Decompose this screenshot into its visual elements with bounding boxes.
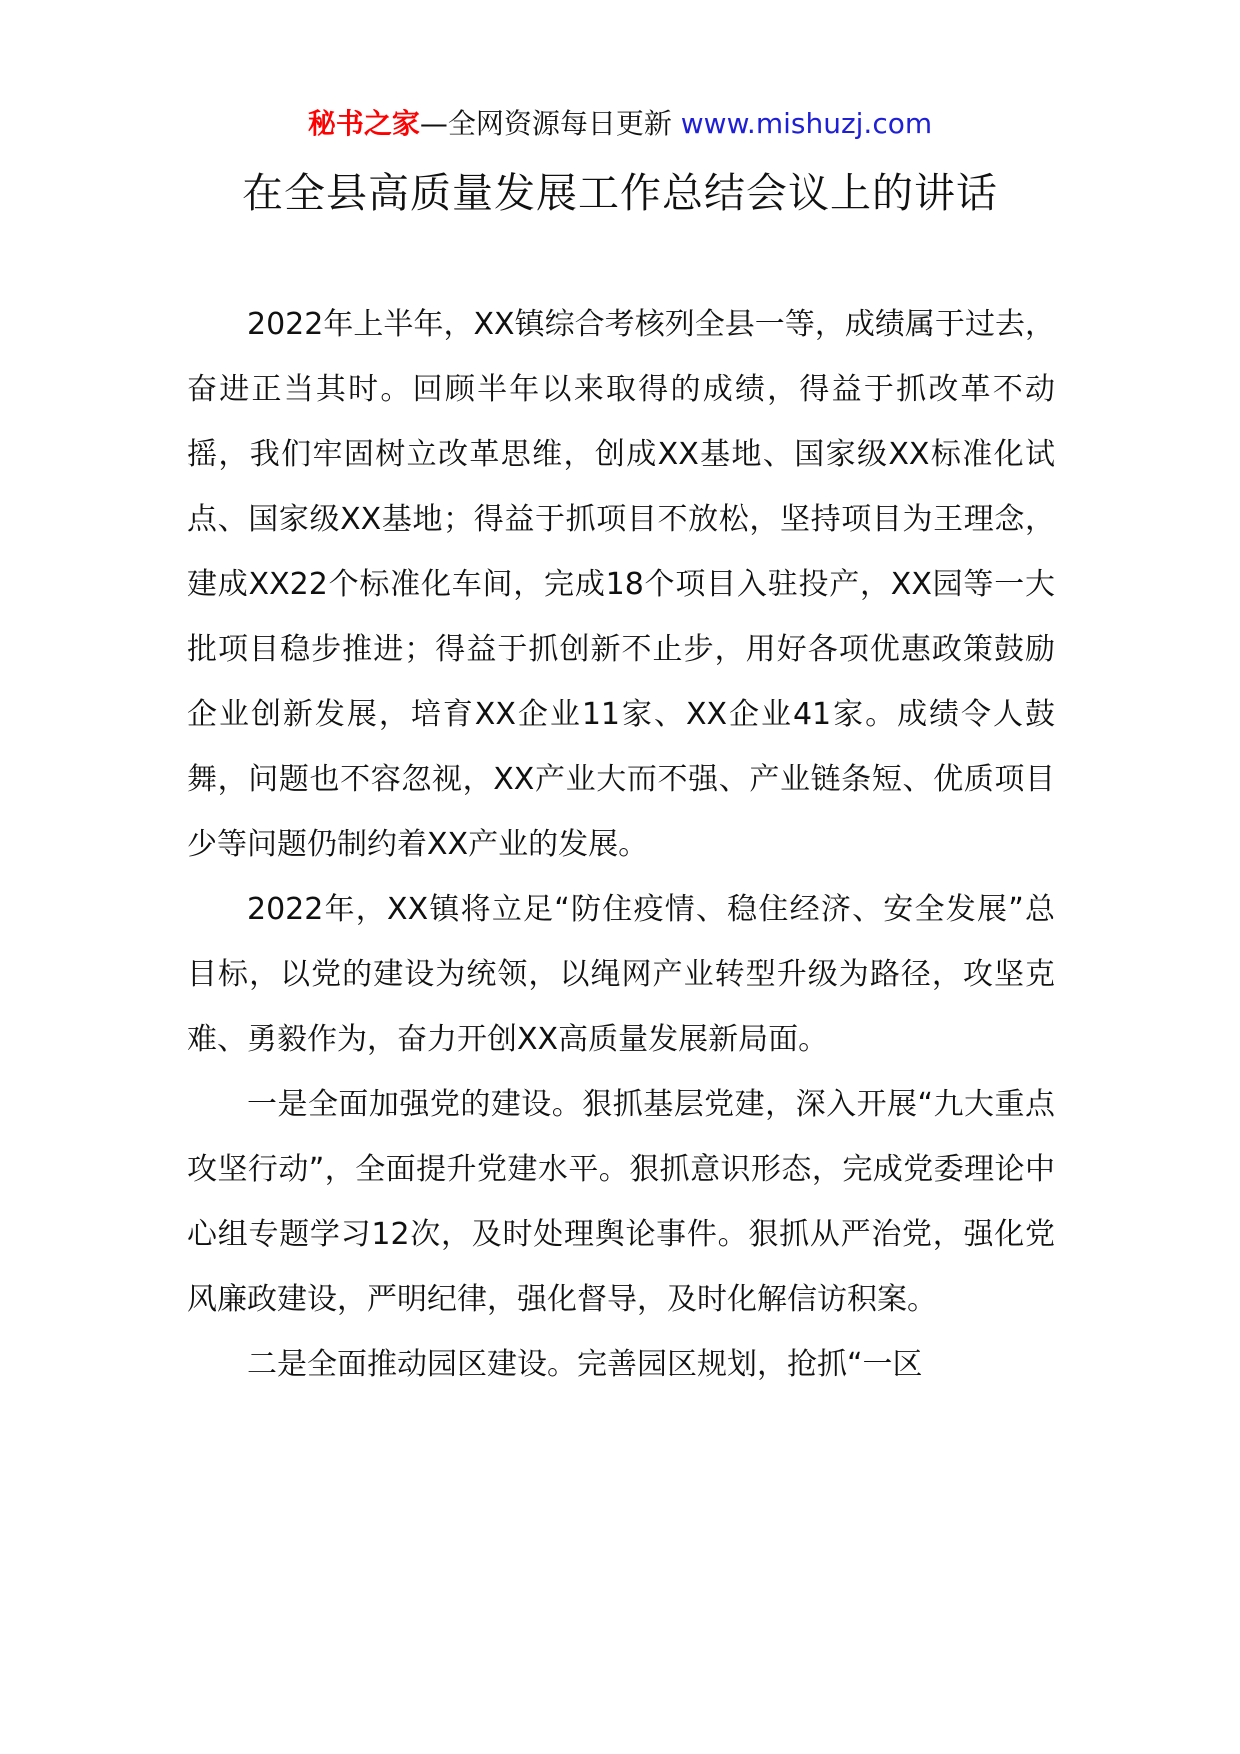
site-brand: 秘书之家 [307,107,420,140]
body-paragraph: 二是全面推动园区建设。完善园区规划，抢抓“一区 [247,1347,923,1382]
site-url[interactable]: www.mishuzj.com [680,107,933,140]
site-tagline: —全网资源每日更新 [419,107,681,140]
body-paragraph: 2022年，XX镇将立足“防住疫情、稳住经济、安全发展”总目标，以党的建设为统领，以绳网产业转型升级为路径，攻坚克难、勇毅作为，奋力开创XX高质量发展新局面。 [187,892,1055,1057]
site-header [0,104,1240,144]
document-title: 在全县高质量发展工作总结会议上的讲话 [242,169,998,217]
body-paragraph: 2022年上半年，XX镇综合考核列全县一等，成绩属于过去，奋进正当其时。回顾半年以来取得的成绩，得益于抓改革不动摇，我们牢固树立改革思维，创成XX基地、国家级XX标准化试点、国家级XX基地；得益于抓项目不放松，坚持项目为王理念，建成XX22个标准化车间，完成18个项目入驻投产，XX园等一大批项目稳步推进；得益于抓创新不止步，用好各项优惠政策鼓励企业创新发展，培育XX企业11家、XX企业41家。成绩令人鼓舞，问题也不容忽视，XX产业大而不强、产业链条短、优质项目少等问题仍制约着XX产业的发展。 [187,307,1055,862]
body-paragraph: 一是全面加强党的建设。狠抓基层党建，深入开展“九大重点攻坚行动”，全面提升党建水平。狠抓意识形态，完成党委理论中心组专题学习12次，及时处理舆论事件。狠抓从严治党，强化党风廉政建设，严明纪律，强化督导，及时化解信访积案。 [187,1087,1055,1317]
document-body [187,292,1055,1397]
